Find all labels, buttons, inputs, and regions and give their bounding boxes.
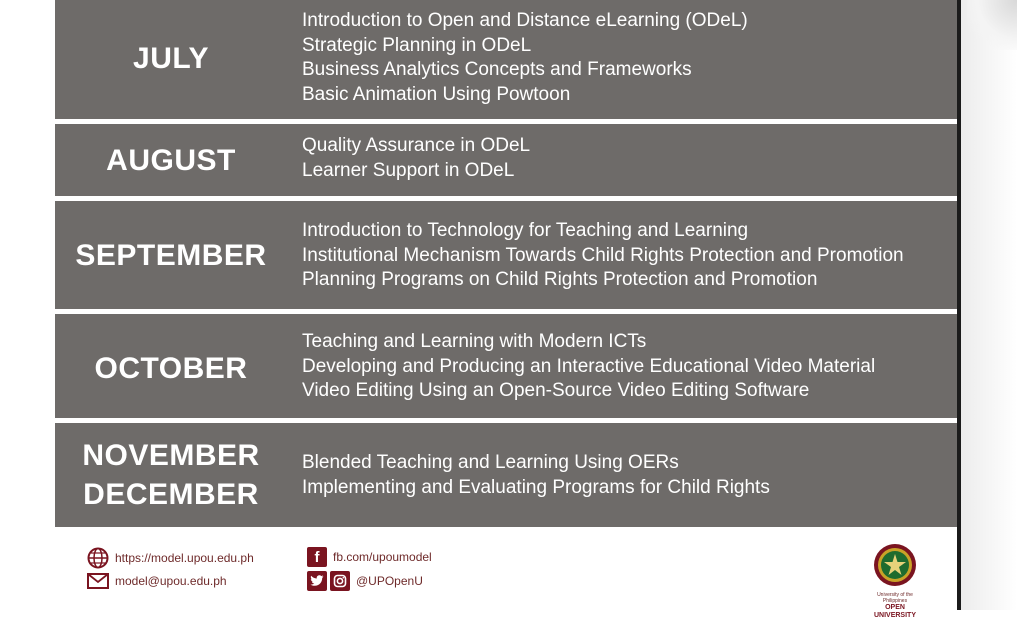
website-contact[interactable]	[87, 547, 254, 569]
course-item: Quality Assurance in ODeL	[302, 135, 531, 156]
course-item: Developing and Producing an Interactive Educational Video Material	[302, 355, 876, 377]
month-label: JULY	[133, 42, 209, 75]
instagram-icon	[330, 571, 350, 591]
course-schedule	[55, 0, 957, 527]
course-item: Planning Programs on Child Rights Protection and Promotion	[302, 269, 818, 290]
month-row-july	[55, 0, 957, 119]
globe-icon	[87, 547, 109, 569]
facebook-icon: f	[307, 547, 327, 567]
month-row-august	[55, 124, 957, 196]
course-list	[302, 9, 748, 107]
course-list	[302, 219, 904, 293]
university-seal-icon	[873, 574, 917, 591]
course-item: Institutional Mechanism Towards Child Rights Protection and Promotion	[302, 244, 904, 266]
course-item: Introduction to Technology for Teaching and Learning	[302, 220, 749, 241]
month-label: OCTOBER	[94, 352, 248, 385]
facebook-link[interactable]: fb.com/upoumodel	[333, 550, 432, 564]
course-item: Learner Support in ODeL	[302, 159, 515, 181]
course-item: Basic Animation Using Powtoon	[302, 83, 571, 105]
course-list	[302, 134, 530, 183]
month-row-october	[55, 314, 957, 418]
logo-name: OPEN UNIVERSITY	[873, 604, 916, 619]
course-list	[302, 330, 875, 404]
mail-icon	[87, 573, 109, 589]
social-handle[interactable]: @UPOpenU	[356, 574, 423, 588]
month-row-november-december	[55, 423, 957, 527]
website-link[interactable]: https://model.upou.edu.ph	[115, 551, 254, 565]
email-contact[interactable]	[87, 573, 227, 589]
university-logo	[865, 543, 925, 619]
month-label-december: DECEMBER	[83, 478, 259, 511]
course-item: Business Analytics Concepts and Frameworks	[302, 59, 692, 80]
course-item: Introduction to Open and Distance eLearning (ODeL)	[302, 10, 748, 31]
right-frame-edge	[957, 0, 1017, 610]
course-item: Implementing and Evaluating Programs for Child Rights	[302, 476, 770, 498]
left-margin	[0, 0, 55, 610]
month-row-september	[55, 201, 957, 309]
course-list	[302, 451, 770, 500]
course-item: Teaching and Learning with Modern ICTs	[302, 331, 647, 352]
course-item: Blended Teaching and Learning Using OERs	[302, 452, 679, 473]
month-label: AUGUST	[106, 144, 236, 177]
social-contact[interactable]	[307, 571, 423, 591]
course-item: Strategic Planning in ODeL	[302, 34, 532, 56]
month-label: SEPTEMBER	[75, 239, 267, 272]
email-link[interactable]: model@upou.edu.ph	[115, 574, 227, 588]
twitter-icon	[307, 571, 327, 591]
course-item: Video Editing Using an Open-Source Video Editing Software	[302, 380, 810, 401]
month-label-november: NOVEMBER	[82, 439, 260, 472]
contact-footer	[55, 527, 957, 619]
logo-caption: University of the Philippines	[877, 592, 913, 604]
facebook-contact[interactable]	[307, 547, 432, 567]
